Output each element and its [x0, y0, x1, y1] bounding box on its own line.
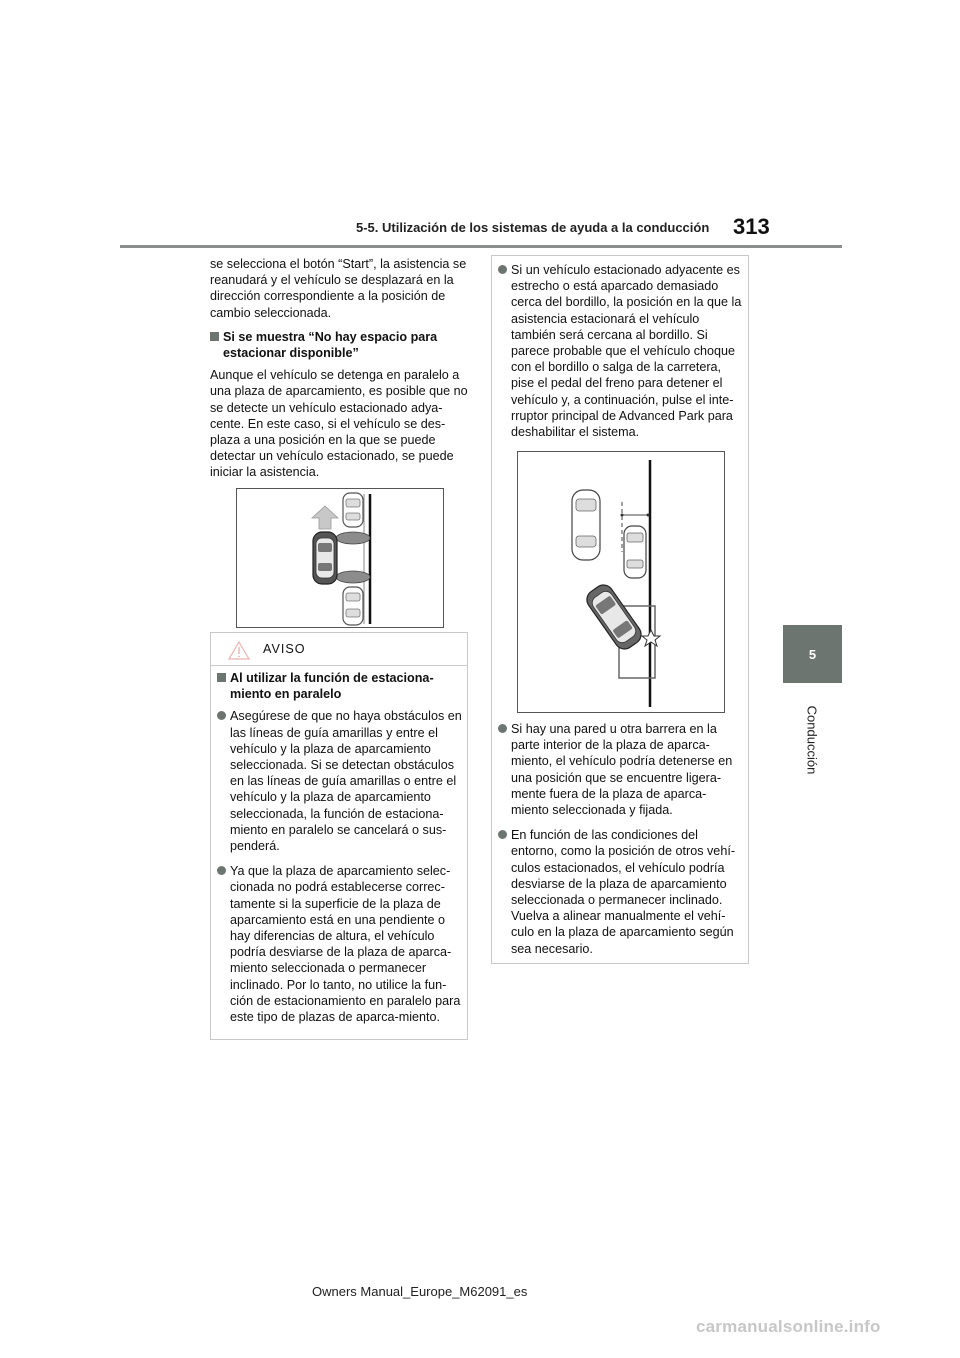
curb-collision-diagram	[518, 452, 724, 712]
body-paragraph: Aunque el vehículo se detenga en paralelo a una plaza de aparcamiento, es posible que no se detecte un vehículo estacionado adya-cente. En este caso, si el vehículo se des-plaza a una posición en la que se puede detectar un vehículo estacionado, se puede iniciar la asistencia.	[210, 368, 468, 480]
parked-car-front	[343, 493, 363, 527]
sensor-zone-rear	[336, 571, 370, 583]
right-bullet	[498, 721, 744, 818]
right-bullet-text: Si un vehículo estacionado adyacente es estrecho o está aparcado demasiado cerca del bordillo, la posición en la que la asistencia estacionará el vehículo también será cercana al bordillo. Si parece probable que el vehículo choque con el bordillo o salga de la carretera, pise el pedal del freno para detener el vehículo y, a continuación, pulse el inte-rruptor principal de Advanced Park para deshabilitar el sistema.	[511, 263, 742, 440]
subheading	[210, 329, 468, 361]
parked-car-curbside	[624, 526, 646, 578]
watermark: carmanualsonline.info	[696, 1317, 881, 1336]
left-column	[210, 256, 468, 489]
own-vehicle	[583, 581, 645, 653]
parked-car-rear	[343, 587, 363, 625]
notice-body	[217, 670, 463, 1034]
warning-triangle-icon	[228, 641, 250, 660]
intro-paragraph: se selecciona el botón “Start”, la asistencia se reanudará y el vehículo se desplazará en la dirección correspondiente a la posición de cambio seleccionada.	[210, 257, 467, 320]
round-bullet-icon	[498, 830, 507, 839]
round-bullet-icon	[217, 866, 226, 875]
page-number: 313	[733, 214, 770, 239]
square-bullet-icon	[217, 673, 226, 682]
round-bullet-icon	[217, 711, 226, 720]
right-bottom-text	[498, 721, 744, 966]
right-top-text	[498, 262, 744, 449]
own-vehicle	[313, 532, 337, 584]
round-bullet-icon	[498, 724, 507, 733]
notice-bullet	[217, 863, 463, 1025]
header-divider	[120, 245, 842, 248]
right-bullet	[498, 262, 744, 440]
parked-car-left	[572, 490, 600, 560]
notice-header	[211, 633, 467, 666]
subheading-text: Si se muestra “No hay espacio para estacionar disponible”	[223, 329, 438, 361]
chapter-title	[772, 690, 852, 790]
warning-notice-box	[210, 632, 468, 1040]
notice-bullet-text: Asegúrese de que no haya obstáculos en las líneas de guía amarillas y entre el vehículo y la plaza de aparcamiento seleccionada. Si se detectan obstáculos en las líneas de guía amarillas o entre el vehículo y la plaza de aparcamiento seleccionada, la función de estaciona-miento en paralelo se cancelará o sus-penderá.	[230, 709, 462, 854]
forward-arrow	[312, 506, 338, 529]
notice-heading	[217, 670, 463, 702]
notice-bullet-text: Ya que la plaza de aparcamiento selec-cionada no podrá establecerse correc-tamente si la superficie de la plaza de aparcamiento está en una pendiente o hay diferencias de altura, el vehículo podría desviarse de la plaza de aparca-miento seleccionada o permanecer inclinado. Por lo tanto, no utilice la fun-ción de estacionamiento en paralelo para este tipo de plazas de aparca-miento.	[230, 864, 461, 1025]
chapter-tab	[783, 625, 842, 683]
chapter-number: 5	[808, 646, 817, 662]
right-bullet	[498, 827, 744, 957]
right-bullet-text: Si hay una pared u otra barrera en la parte interior de la plaza de aparca-miento, el vehículo podría detenerse en una posición que se encuentre ligera-mente fuera de la plaza de aparca-miento seleccionada y fijada.	[511, 722, 733, 818]
square-bullet-icon	[210, 332, 219, 341]
section-title: 5-5. Utilización de los sistemas de ayuda a la conducción	[356, 220, 710, 235]
manual-id: Owners Manual_Europe_M62091_es	[312, 1284, 528, 1299]
notice-heading-text: Al utilizar la función de estaciona-miento en paralelo	[230, 671, 434, 702]
chapter-title-text: Conducción	[804, 705, 820, 775]
parking-detection-diagram	[237, 489, 443, 627]
parking-diagram-illustration	[236, 488, 444, 628]
right-bullet-text: En función de las condiciones del entorno, como la posición de otros vehí-culos estacionados, el vehículo podría desviarse de la plaza de aparcamiento seleccionada o permanecer inclinado. Vuelva a alinear manualmente el vehí-culo en la plaza de aparcamiento según sea necesario.	[511, 828, 736, 956]
notice-bullet	[217, 708, 463, 854]
sensor-zone-front	[336, 532, 370, 544]
round-bullet-icon	[498, 265, 507, 274]
notice-label: AVISO	[263, 642, 306, 656]
parking-diagram-illustration	[517, 451, 725, 713]
